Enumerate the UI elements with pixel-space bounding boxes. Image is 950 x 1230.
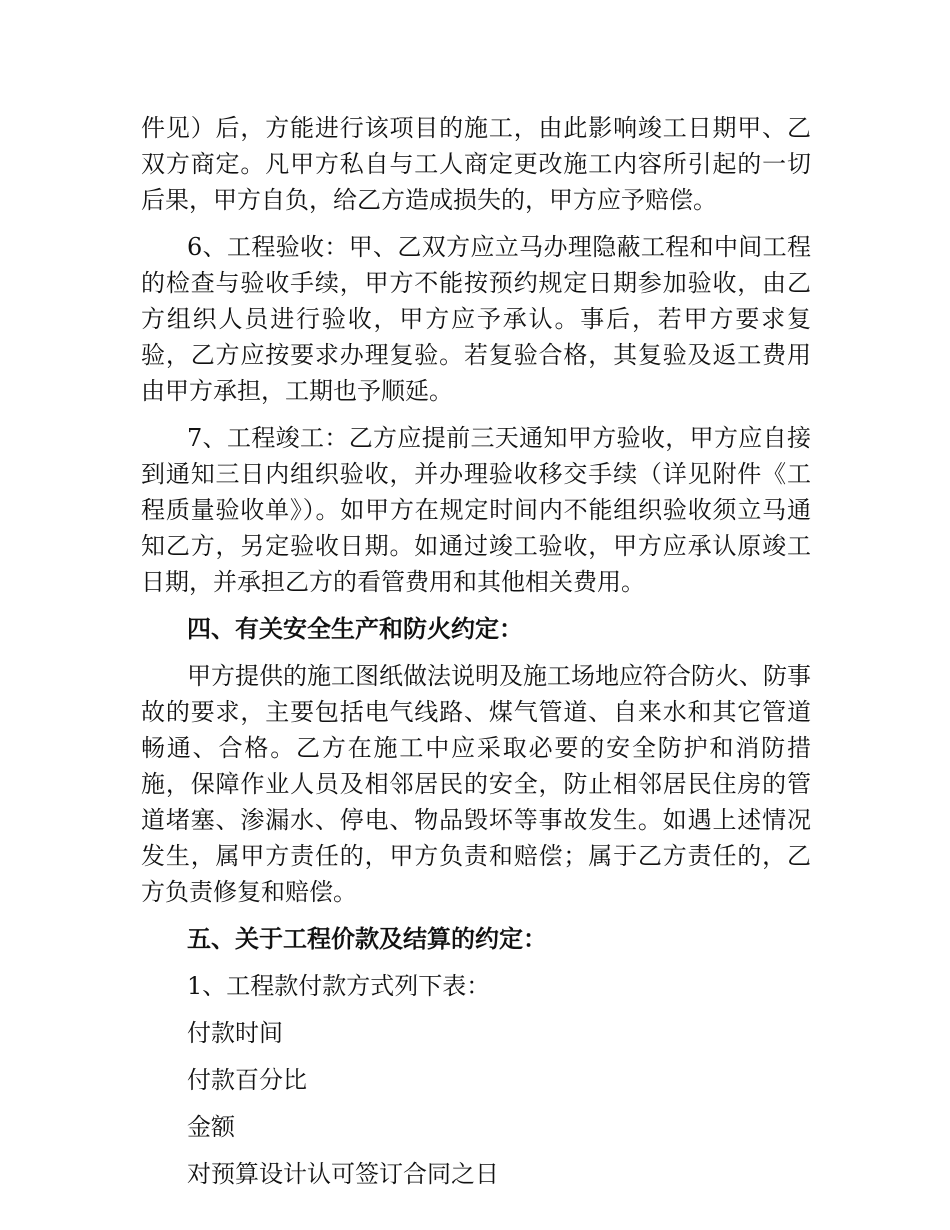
table-cell: 对预算设计认可签订合同之日 [187,1160,499,1188]
section-heading-safety: 四、有关安全生产和防火约定： [187,615,523,643]
table-cell: 付款百分比 [187,1066,307,1094]
paragraph-payment-method: 1、工程款付款方式列下表： [187,972,491,1000]
paragraph-acceptance: 6、工程验收：甲、乙双方应立马办理隐蔽工程和中间工程的检查与验收手续，甲方不能按预约规定日期参加验收，由乙方组织人员进行验收，甲方应予承认。事后，若甲方要求复验，乙方应按要求办理复验。若复验合格，其复验及返工费用由甲方承担，工期也予顺延。 [141,233,811,405]
paragraph-safety: 甲方提供的施工图纸做法说明及施工场地应符合防火、防事故的要求，主要包括电气线路、煤气管道、自来水和其它管道畅通、合格。乙方在施工中应采取必要的安全防护和消防措施，保障作业人员及相邻居民的安全，防止相邻居民住房的管道堵塞、渗漏水、停电、物品毁坏等事故发生。如遇上述情况发生，属甲方责任的，甲方负责和赔偿；属于乙方责任的，乙方负责修复和赔偿。 [141,662,811,906]
document-body [141,110,811,1203]
section-heading-payment: 五、关于工程价款及结算的约定： [187,925,547,953]
paragraph-continuation: 件见）后，方能进行该项目的施工，由此影响竣工日期甲、乙双方商定。凡甲方私自与工人商定更改施工内容所引起的一切后果，甲方自负，给乙方造成损失的，甲方应予赔偿。 [141,114,811,214]
paragraph-completion: 7、工程竣工：乙方应提前三天通知甲方验收，甲方应自接到通知三日内组织验收，并办理验收移交手续（详见附件《工程质量验收单》）。如甲方在规定时间内不能组织验收须立马通知乙方，另定验收日期。如通过竣工验收，甲方应承认原竣工日期，并承担乙方的看管费用和其他相关费用。 [141,424,811,596]
table-cell: 金额 [187,1113,235,1141]
table-cell: 付款时间 [187,1019,283,1047]
